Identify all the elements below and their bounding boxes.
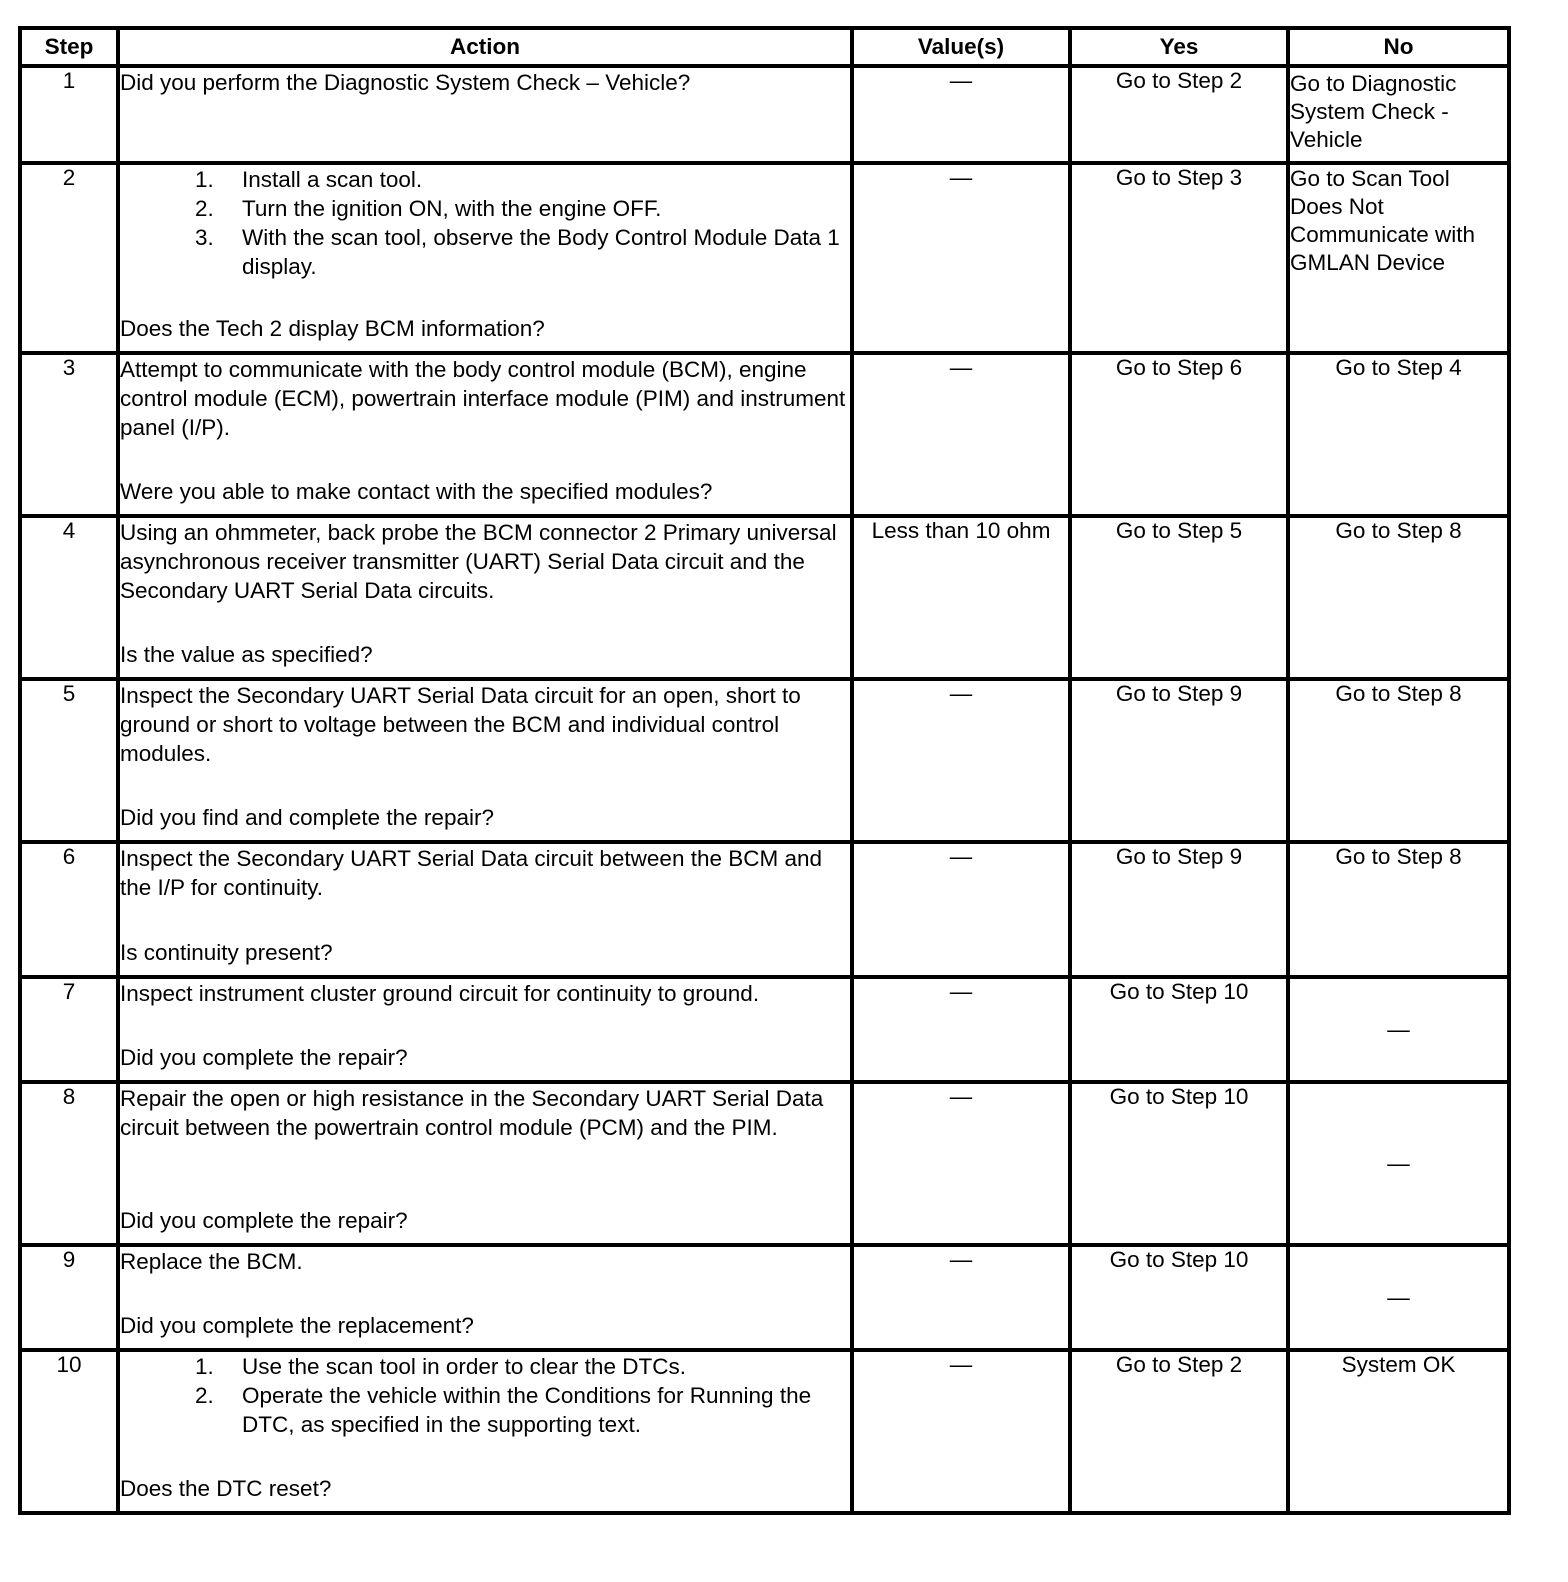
no-cell: Go to Step 4 [1288, 353, 1509, 516]
yes-cell: Go to Step 5 [1070, 516, 1288, 679]
action-step-item: 2. Operate the vehicle within the Conditions for Running the DTC, as specified in the supporting text. [220, 1381, 850, 1439]
action-question: Did you complete the repair? [120, 1208, 408, 1233]
value-cell: — [852, 977, 1070, 1082]
action-steps-list [120, 1352, 850, 1439]
header-row [20, 28, 1509, 66]
no-cell: Go to Step 8 [1288, 516, 1509, 679]
header-yes: Yes [1070, 28, 1288, 66]
action-question: Does the DTC reset? [120, 1476, 332, 1501]
value-cell: — [852, 842, 1070, 977]
step-number: 2 [20, 163, 118, 353]
action-question: Did you complete the repair? [120, 1045, 408, 1070]
action-cell [118, 1082, 852, 1245]
step-number: 10 [20, 1350, 118, 1513]
action-cell [118, 1245, 852, 1350]
action-step-item: 2. Turn the ignition ON, with the engine OFF. [220, 194, 850, 223]
action-step-item: 1. Install a scan tool. [220, 165, 850, 194]
action-step-item: 3. With the scan tool, observe the Body Control Module Data 1 display. [220, 223, 850, 281]
action-text: Using an ohmmeter, back probe the BCM connector 2 Primary universal asynchronous receiver transmitter (UART) Serial Data circuit and the Secondary UART Serial Data circuits. [120, 520, 837, 603]
step-number: 7 [20, 977, 118, 1082]
action-text: Repair the open or high resistance in the Secondary UART Serial Data circuit between the powertrain control module (PCM) and the PIM. [120, 1086, 824, 1140]
no-cell: — [1288, 1082, 1509, 1245]
step-number: 6 [20, 842, 118, 977]
step-number: 8 [20, 1082, 118, 1245]
action-cell [118, 163, 852, 353]
action-step-item: 1. Use the scan tool in order to clear the DTCs. [220, 1352, 850, 1381]
no-cell: Go to Scan Tool Does Not Communicate with GMLAN Device [1288, 163, 1509, 353]
yes-cell: Go to Step 2 [1070, 66, 1288, 163]
value-cell: — [852, 66, 1070, 163]
yes-cell: Go to Step 10 [1070, 1082, 1288, 1245]
step-number: 1 [20, 66, 118, 163]
no-cell: Go to Diagnostic System Check - Vehicle [1288, 66, 1509, 163]
step-number: 5 [20, 679, 118, 842]
yes-cell: Go to Step 10 [1070, 977, 1288, 1082]
header-no: No [1288, 28, 1509, 66]
yes-cell: Go to Step 3 [1070, 163, 1288, 353]
no-cell: — [1288, 977, 1509, 1082]
header-step: Step [20, 28, 118, 66]
action-question: Were you able to make contact with the specified modules? [120, 479, 713, 504]
table-row [20, 842, 1509, 977]
value-cell: — [852, 679, 1070, 842]
action-text: Did you perform the Diagnostic System Check – Vehicle? [120, 70, 691, 95]
action-question: Does the Tech 2 display BCM information? [120, 316, 545, 341]
table-row [20, 679, 1509, 842]
action-question: Is the value as specified? [120, 642, 373, 667]
action-question: Is continuity present? [120, 940, 333, 965]
header-value: Value(s) [852, 28, 1070, 66]
no-cell: Go to Step 8 [1288, 842, 1509, 977]
table-row [20, 163, 1509, 353]
header-action: Action [118, 28, 852, 66]
table-row [20, 1245, 1509, 1350]
step-number: 9 [20, 1245, 118, 1350]
step-number: 3 [20, 353, 118, 516]
action-text: Inspect instrument cluster ground circuit for continuity to ground. [120, 981, 760, 1006]
action-text: Attempt to communicate with the body control module (BCM), engine control module (ECM), powertrain interface module (PIM) and instrument panel (I/P). [120, 357, 846, 440]
action-question: Did you find and complete the repair? [120, 805, 494, 830]
no-cell: — [1288, 1245, 1509, 1350]
no-cell: System OK [1288, 1350, 1509, 1513]
action-cell [118, 353, 852, 516]
table-row [20, 977, 1509, 1082]
diagnostic-table [18, 26, 1511, 1515]
action-question: Did you complete the replacement? [120, 1313, 474, 1338]
value-cell: — [852, 353, 1070, 516]
table-row [20, 516, 1509, 679]
table-row [20, 353, 1509, 516]
no-cell: Go to Step 8 [1288, 679, 1509, 842]
table-row [20, 66, 1509, 163]
table-row [20, 1082, 1509, 1245]
action-cell [118, 679, 852, 842]
action-cell [118, 1350, 852, 1513]
yes-cell: Go to Step 9 [1070, 679, 1288, 842]
value-cell: — [852, 1350, 1070, 1513]
value-cell: Less than 10 ohm [852, 516, 1070, 679]
yes-cell: Go to Step 6 [1070, 353, 1288, 516]
action-cell [118, 977, 852, 1082]
table-row [20, 1350, 1509, 1513]
yes-cell: Go to Step 9 [1070, 842, 1288, 977]
value-cell: — [852, 1082, 1070, 1245]
value-cell: — [852, 163, 1070, 353]
yes-cell: Go to Step 10 [1070, 1245, 1288, 1350]
action-cell [118, 66, 852, 163]
action-text: Inspect the Secondary UART Serial Data circuit between the BCM and the I/P for continuity. [120, 846, 823, 900]
yes-cell: Go to Step 2 [1070, 1350, 1288, 1513]
action-cell [118, 842, 852, 977]
action-steps-list [120, 165, 850, 281]
action-text: Inspect the Secondary UART Serial Data circuit for an open, short to ground or short to voltage between the BCM and individual control modules. [120, 683, 801, 766]
step-number: 4 [20, 516, 118, 679]
action-cell [118, 516, 852, 679]
value-cell: — [852, 1245, 1070, 1350]
action-text: Replace the BCM. [120, 1249, 303, 1274]
